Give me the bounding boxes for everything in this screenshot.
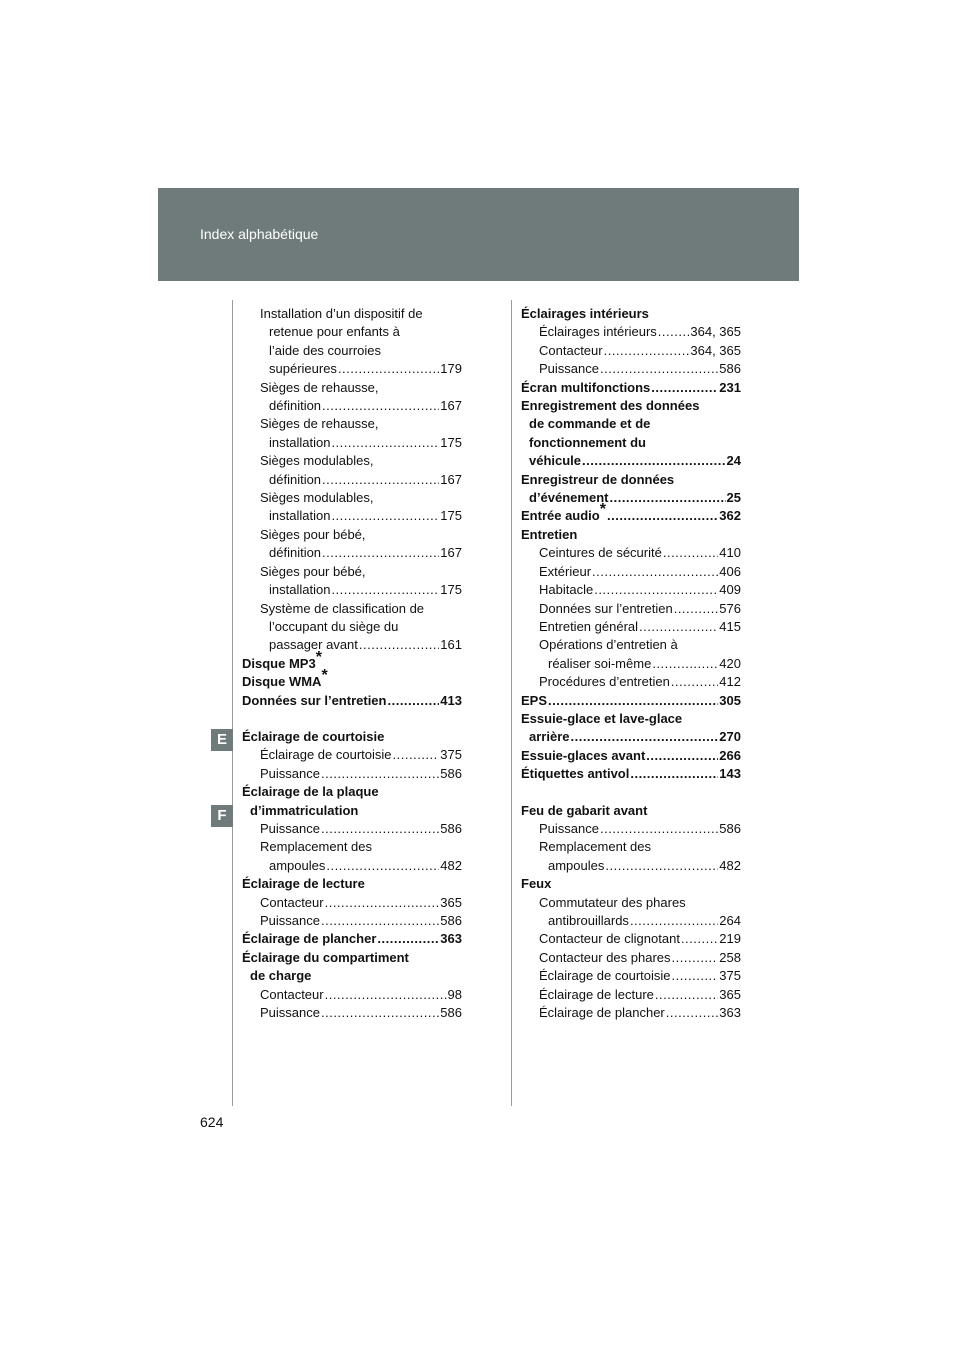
section-tab-e[interactable]: E	[211, 729, 233, 751]
page-reference[interactable]: 143	[719, 766, 741, 782]
index-entry	[242, 930, 462, 948]
index-entry	[521, 563, 741, 581]
footnote-star: *	[321, 667, 328, 685]
page-reference[interactable]: 420	[719, 655, 741, 671]
index-entry	[521, 489, 741, 507]
page-number: 624	[200, 1114, 224, 1130]
dot-leader	[609, 489, 725, 507]
index-entry	[242, 986, 462, 1004]
index-entry	[242, 838, 462, 856]
index-term: Sièges de rehausse,	[260, 416, 379, 432]
index-term: d’événement	[529, 490, 609, 506]
index-entry	[521, 323, 741, 341]
page-reference[interactable]: 365	[440, 894, 462, 910]
index-entry	[521, 710, 741, 728]
dot-leader	[646, 747, 718, 765]
page-reference[interactable]: 363	[719, 1005, 741, 1021]
index-term: Puissance	[260, 913, 320, 928]
index-term: passager avant	[269, 637, 358, 653]
dot-leader	[393, 746, 440, 764]
index-term: Puissance	[260, 820, 320, 836]
index-term: l’occupant du siège du	[269, 618, 399, 634]
index-term: Éclairage de plancher	[242, 931, 377, 947]
dot-leader	[594, 581, 718, 599]
page-reference[interactable]: 482	[719, 857, 741, 873]
dot-leader	[322, 397, 439, 415]
index-term: Habitacle	[539, 582, 594, 598]
index-term: installation	[269, 434, 331, 450]
index-term: Enregistrement des données	[521, 398, 700, 414]
index-term: Système de classification de	[260, 600, 425, 616]
dot-leader	[321, 765, 439, 783]
page-header	[158, 188, 799, 281]
index-entry	[242, 648, 462, 673]
center-divider	[511, 300, 512, 1106]
page-reference[interactable]: 175	[440, 582, 462, 598]
index-term: véhicule	[529, 453, 582, 469]
index-term: Feux	[521, 876, 552, 892]
index-entry	[521, 342, 741, 360]
page-reference[interactable]: 258	[719, 949, 741, 965]
page-reference[interactable]: 231	[719, 379, 741, 395]
index-term: Sièges modulables,	[260, 453, 374, 469]
index-entry	[242, 857, 462, 875]
dot-leader	[600, 360, 718, 378]
index-entry	[242, 544, 462, 562]
index-entry	[521, 600, 741, 618]
dot-leader	[377, 930, 439, 948]
index-term: Disque MP3*	[242, 648, 322, 671]
index-entry	[242, 360, 462, 378]
index-term: Contacteur de clignotant	[539, 931, 680, 947]
index-entry	[242, 471, 462, 489]
index-entry	[521, 765, 741, 783]
dot-leader	[681, 930, 718, 948]
index-entry	[521, 305, 741, 323]
page-reference[interactable]: 412	[719, 674, 741, 690]
index-entry	[521, 838, 741, 856]
dot-leader	[607, 507, 718, 525]
index-term: Contacteur des phares	[539, 949, 671, 965]
index-entry	[521, 618, 741, 636]
dot-leader	[326, 857, 439, 875]
index-term: Disque WMA*	[242, 667, 328, 690]
index-term: antibrouillards	[548, 913, 629, 928]
page-reference[interactable]: 409	[719, 582, 741, 598]
dot-leader	[666, 1004, 719, 1022]
index-term: Essuie-glaces avant	[521, 747, 646, 763]
index-term: Remplacement des	[260, 839, 372, 855]
page-reference[interactable]: 98	[447, 986, 462, 1002]
section-tab-f[interactable]: F	[211, 805, 233, 827]
index-entry	[242, 526, 462, 544]
index-term: fonctionnement du	[529, 434, 646, 450]
page-reference[interactable]: 375	[440, 747, 462, 763]
index-term: ampoules	[548, 857, 605, 873]
index-term: Puissance	[539, 361, 599, 377]
index-term: Enregistreur de données	[521, 471, 675, 487]
page-reference[interactable]: 363	[440, 931, 462, 947]
index-term: Puissance	[260, 1005, 320, 1021]
index-term: Sièges pour bébé,	[260, 526, 366, 542]
page-reference[interactable]: 167	[440, 471, 462, 487]
index-term: Procédures d’entretien	[539, 674, 670, 690]
index-term: définition	[269, 471, 322, 487]
index-entry	[521, 397, 741, 415]
page-reference[interactable]: 264	[719, 913, 741, 928]
page-reference[interactable]: 362	[719, 508, 741, 524]
page-reference[interactable]: 25	[726, 490, 741, 506]
index-term: Extérieur	[539, 563, 592, 579]
page-reference[interactable]: 175	[440, 508, 462, 524]
footnote-star: *	[315, 648, 322, 666]
index-term: Éclairages intérieurs	[539, 324, 657, 340]
index-entry	[242, 342, 462, 360]
index-entry	[521, 526, 741, 544]
page-reference[interactable]: 406	[719, 563, 741, 579]
index-term: Étiquettes antivol	[521, 766, 630, 782]
index-term: Remplacement des	[539, 839, 651, 855]
index-entry	[521, 820, 741, 838]
index-entry	[521, 360, 741, 378]
index-term: Données sur l’entretien	[242, 692, 387, 708]
page-reference[interactable]: 415	[719, 618, 741, 634]
dot-leader	[672, 949, 719, 967]
page-reference[interactable]: 576	[719, 600, 741, 616]
index-entry	[521, 415, 741, 433]
dot-leader	[570, 728, 718, 746]
dot-leader	[321, 820, 439, 838]
page-reference[interactable]: 364, 365	[690, 342, 741, 358]
index-term: Sièges de rehausse,	[260, 379, 379, 395]
index-term: installation	[269, 508, 331, 524]
dot-leader	[652, 655, 718, 673]
page-reference[interactable]: 364, 365	[690, 324, 741, 340]
index-entry	[242, 305, 462, 323]
index-term: Éclairage de la plaque	[242, 784, 379, 800]
dot-leader	[655, 986, 718, 1004]
index-term: Éclairage du compartiment	[242, 949, 409, 965]
dot-leader	[600, 820, 718, 838]
index-entry	[242, 434, 462, 452]
index-entry	[242, 379, 462, 397]
index-entry	[242, 415, 462, 433]
index-entry	[242, 489, 462, 507]
index-entry	[242, 820, 462, 838]
dot-leader	[359, 636, 439, 654]
index-term: Contacteur	[260, 894, 324, 910]
page-reference[interactable]: 413	[440, 692, 462, 708]
index-term: installation	[269, 582, 331, 598]
index-entry	[521, 434, 741, 452]
dot-leader	[331, 434, 439, 452]
index-term: Éclairage de courtoisie	[242, 728, 385, 744]
page-reference[interactable]: 24	[726, 453, 741, 469]
dot-leader	[321, 912, 439, 930]
index-term: retenue pour enfants à	[269, 324, 400, 340]
page-reference[interactable]: 365	[719, 986, 741, 1002]
index-entry	[521, 379, 741, 397]
index-term: Entretien	[521, 526, 578, 542]
index-term: Écran multifonctions	[521, 379, 651, 395]
index-term: Puissance	[539, 820, 599, 836]
index-entry	[242, 667, 462, 691]
dot-leader	[674, 600, 719, 618]
dot-leader	[322, 471, 439, 489]
index-entry	[521, 636, 741, 654]
header-title: Index alphabétique	[200, 226, 319, 242]
index-entry	[242, 636, 462, 654]
index-column-left	[242, 305, 462, 1022]
index-entry	[521, 544, 741, 562]
page-reference[interactable]: 586	[719, 361, 741, 377]
dot-leader	[658, 323, 690, 341]
dot-leader	[387, 692, 439, 710]
dot-leader	[331, 507, 439, 525]
page-reference[interactable]: 586	[440, 913, 462, 928]
index-term: de commande et de	[529, 416, 651, 432]
index-entry	[521, 692, 741, 710]
page-reference[interactable]: 219	[719, 931, 741, 947]
index-entry	[242, 894, 462, 912]
index-entry	[242, 967, 462, 985]
index-term: Éclairage de lecture	[539, 986, 654, 1002]
index-term: réaliser soi-même	[548, 655, 652, 671]
page-reference[interactable]: 482	[440, 857, 462, 873]
section-gap	[521, 784, 741, 802]
index-entry	[521, 747, 741, 765]
index-term: Contacteur	[260, 986, 324, 1002]
index-entry	[242, 1004, 462, 1022]
dot-leader	[630, 765, 718, 783]
index-term: l’aide des courroies	[269, 342, 382, 358]
dot-leader	[592, 563, 718, 581]
dot-leader	[331, 581, 439, 599]
index-term: de charge	[250, 968, 312, 984]
page-reference[interactable]: 375	[719, 968, 741, 984]
index-entry	[521, 501, 741, 525]
index-term: Sièges modulables,	[260, 490, 374, 506]
index-term: Éclairages intérieurs	[521, 306, 649, 321]
page-reference[interactable]: 410	[719, 545, 741, 561]
dot-leader	[671, 673, 718, 691]
index-entry	[521, 471, 741, 489]
index-term: Éclairage de plancher	[539, 1005, 665, 1021]
dot-leader	[338, 360, 439, 378]
dot-leader	[322, 544, 439, 562]
index-entry	[521, 967, 741, 985]
index-term: Données sur l’entretien	[539, 600, 673, 616]
dot-leader	[639, 618, 718, 636]
index-entry	[521, 802, 741, 820]
index-term: supérieures	[269, 361, 337, 377]
index-entry	[242, 397, 462, 415]
index-entry	[242, 323, 462, 341]
index-term: Essuie-glace et lave-glace	[521, 710, 683, 726]
index-column-right	[521, 305, 741, 1022]
index-entry	[242, 581, 462, 599]
index-entry	[242, 728, 462, 746]
index-term: Éclairage de courtoisie	[260, 747, 392, 763]
index-term: Commutateur des phares	[539, 894, 686, 910]
dot-leader	[325, 986, 447, 1004]
page-reference[interactable]: 179	[440, 361, 462, 377]
dot-leader	[604, 342, 690, 360]
index-entry	[242, 875, 462, 893]
index-term: Feu de gabarit avant	[521, 802, 648, 818]
index-entry	[242, 452, 462, 470]
index-entry	[242, 949, 462, 967]
index-entry	[521, 1004, 741, 1022]
index-term: d’immatriculation	[250, 802, 359, 818]
index-entry	[521, 912, 741, 930]
index-entry	[242, 563, 462, 581]
index-entry	[242, 802, 462, 820]
index-term: Installation d’un dispositif de	[260, 306, 423, 321]
index-entry	[521, 581, 741, 599]
dot-leader	[582, 452, 726, 470]
dot-leader	[663, 544, 718, 562]
dot-leader	[672, 967, 719, 985]
page-reference[interactable]: 586	[440, 1005, 462, 1021]
page-reference[interactable]: 586	[440, 820, 462, 836]
index-term: Éclairage de lecture	[242, 876, 365, 892]
index-entry	[521, 949, 741, 967]
index-term: arrière	[529, 729, 570, 745]
index-term: Éclairage de courtoisie	[539, 968, 671, 984]
index-entry	[242, 746, 462, 764]
index-entry	[521, 986, 741, 1004]
left-divider	[232, 300, 233, 1106]
index-term: Entrée audio*	[521, 501, 606, 524]
section-gap	[242, 710, 462, 728]
index-entry	[242, 783, 462, 801]
index-entry	[242, 618, 462, 636]
dot-leader	[651, 379, 718, 397]
index-term: Contacteur	[539, 342, 603, 358]
index-entry	[521, 452, 741, 470]
index-term: définition	[269, 545, 322, 561]
index-entry	[242, 692, 462, 710]
index-term: Opérations d’entretien à	[539, 637, 678, 653]
dot-leader	[325, 894, 440, 912]
index-term: Ceintures de sécurité	[539, 545, 662, 561]
page-reference[interactable]: 305	[719, 692, 741, 708]
page-reference[interactable]: 266	[719, 747, 741, 763]
dot-leader	[548, 692, 718, 710]
page-reference[interactable]: 167	[440, 545, 462, 561]
index-entry	[521, 728, 741, 746]
page-reference[interactable]: 167	[440, 398, 462, 414]
index-entry	[242, 600, 462, 618]
index-entry	[521, 673, 741, 691]
index-term: Entretien général	[539, 618, 639, 634]
page-reference[interactable]: 270	[719, 729, 741, 745]
page-reference[interactable]: 586	[440, 765, 462, 781]
index-entry	[521, 930, 741, 948]
dot-leader	[605, 857, 718, 875]
index-entry	[242, 507, 462, 525]
dot-leader	[321, 1004, 439, 1022]
index-entry	[521, 857, 741, 875]
index-term: définition	[269, 398, 322, 414]
page-reference[interactable]: 586	[719, 820, 741, 836]
index-term: EPS	[521, 692, 548, 708]
index-term: Sièges pour bébé,	[260, 563, 366, 579]
index-entry	[521, 875, 741, 893]
index-entry	[521, 655, 741, 673]
page-reference[interactable]: 161	[440, 637, 462, 653]
index-entry	[521, 894, 741, 912]
index-term: Puissance	[260, 765, 320, 781]
index-term: ampoules	[269, 857, 326, 873]
index-entry	[242, 765, 462, 783]
page-reference[interactable]: 175	[440, 434, 462, 450]
footnote-star: *	[599, 501, 606, 519]
index-entry	[242, 912, 462, 930]
dot-leader	[630, 912, 718, 930]
